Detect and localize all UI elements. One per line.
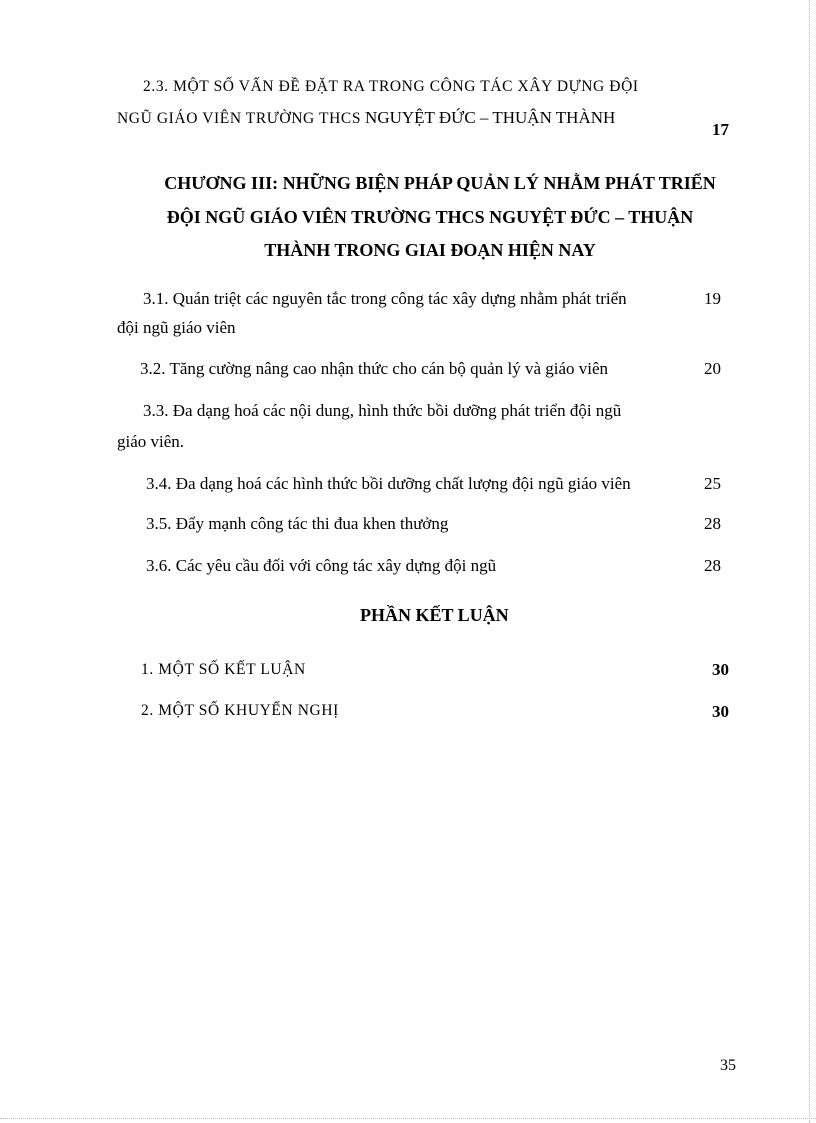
toc-entry-3-6-page: 28 — [704, 556, 721, 575]
toc-entry-3-5-page: 28 — [704, 514, 721, 533]
toc-entry-3-2-page: 20 — [704, 359, 721, 378]
toc-entry-3-2: 3.2. Tăng cường nâng cao nhận thức cho cán bộ quản lý và giáo viên — [140, 359, 609, 378]
chapter-3-heading-line2: ĐỘI NGŨ GIÁO VIÊN TRƯỜNG THCS NGUYỆT ĐỨC – THUẬN — [166, 207, 694, 227]
toc-entry-2-3-line2-tail: NGUYỆT ĐỨC – THUẬN THÀNH — [365, 108, 616, 127]
toc-entry-3-1-line2: đội ngũ giáo viên — [117, 318, 236, 337]
page-border-right — [809, 0, 810, 1123]
toc-conclusion-item-1-page: 30 — [712, 660, 729, 679]
toc-conclusion-item-2: 2. MỘT SỐ KHUYẾN NGHỊ — [141, 702, 339, 719]
toc-entry-2-3-line1: 2.3. MỘT SỐ VẤN ĐỀ ĐẶT RA TRONG CÔNG TÁC XÂY DỰNG ĐỘI — [143, 78, 639, 95]
toc-entry-2-3-line2 — [117, 107, 615, 131]
toc-entry-3-1-line1: 3.1. Quán triệt các nguyên tắc trong công tác xây dựng nhằm phát triển — [143, 289, 627, 308]
chapter-3-heading-line3: THÀNH TRONG GIAI ĐOẠN HIỆN NAY — [264, 240, 596, 260]
chapter-3-heading-line1: CHƯƠNG III: NHỮNG BIỆN PHÁP QUẢN LÝ NHẰM PHÁT TRIỂN — [164, 173, 716, 193]
toc-entry-3-1-page: 19 — [704, 289, 721, 308]
toc-entry-3-3-line1: 3.3. Đa dạng hoá các nội dung, hình thức bồi dưỡng phát triển đội ngũ — [143, 401, 622, 420]
toc-entry-2-3-page: 17 — [712, 120, 729, 139]
toc-entry-3-6: 3.6. Các yêu cầu đối với công tác xây dựng đội ngũ — [146, 556, 497, 575]
page-border-bottom — [0, 1118, 816, 1119]
toc-conclusion-item-1: 1. MỘT SỐ KẾT LUẬN — [141, 661, 306, 678]
toc-entry-3-4-page: 25 — [704, 474, 721, 493]
footer-page-number: 35 — [720, 1057, 736, 1074]
toc-conclusion-item-2-page: 30 — [712, 702, 729, 721]
toc-entry-3-4: 3.4. Đa dạng hoá các hình thức bồi dưỡng chất lượng đội ngũ giáo viên — [146, 474, 631, 493]
toc-entry-2-3-line2-caps: NGŨ GIÁO VIÊN TRƯỜNG THCS — [117, 110, 362, 127]
toc-entry-3-5: 3.5. Đẩy mạnh công tác thi đua khen thưởng — [146, 514, 449, 533]
toc-entry-3-3-line2: giáo viên. — [117, 432, 185, 451]
conclusion-heading: PHẦN KẾT LUẬN — [360, 605, 509, 625]
